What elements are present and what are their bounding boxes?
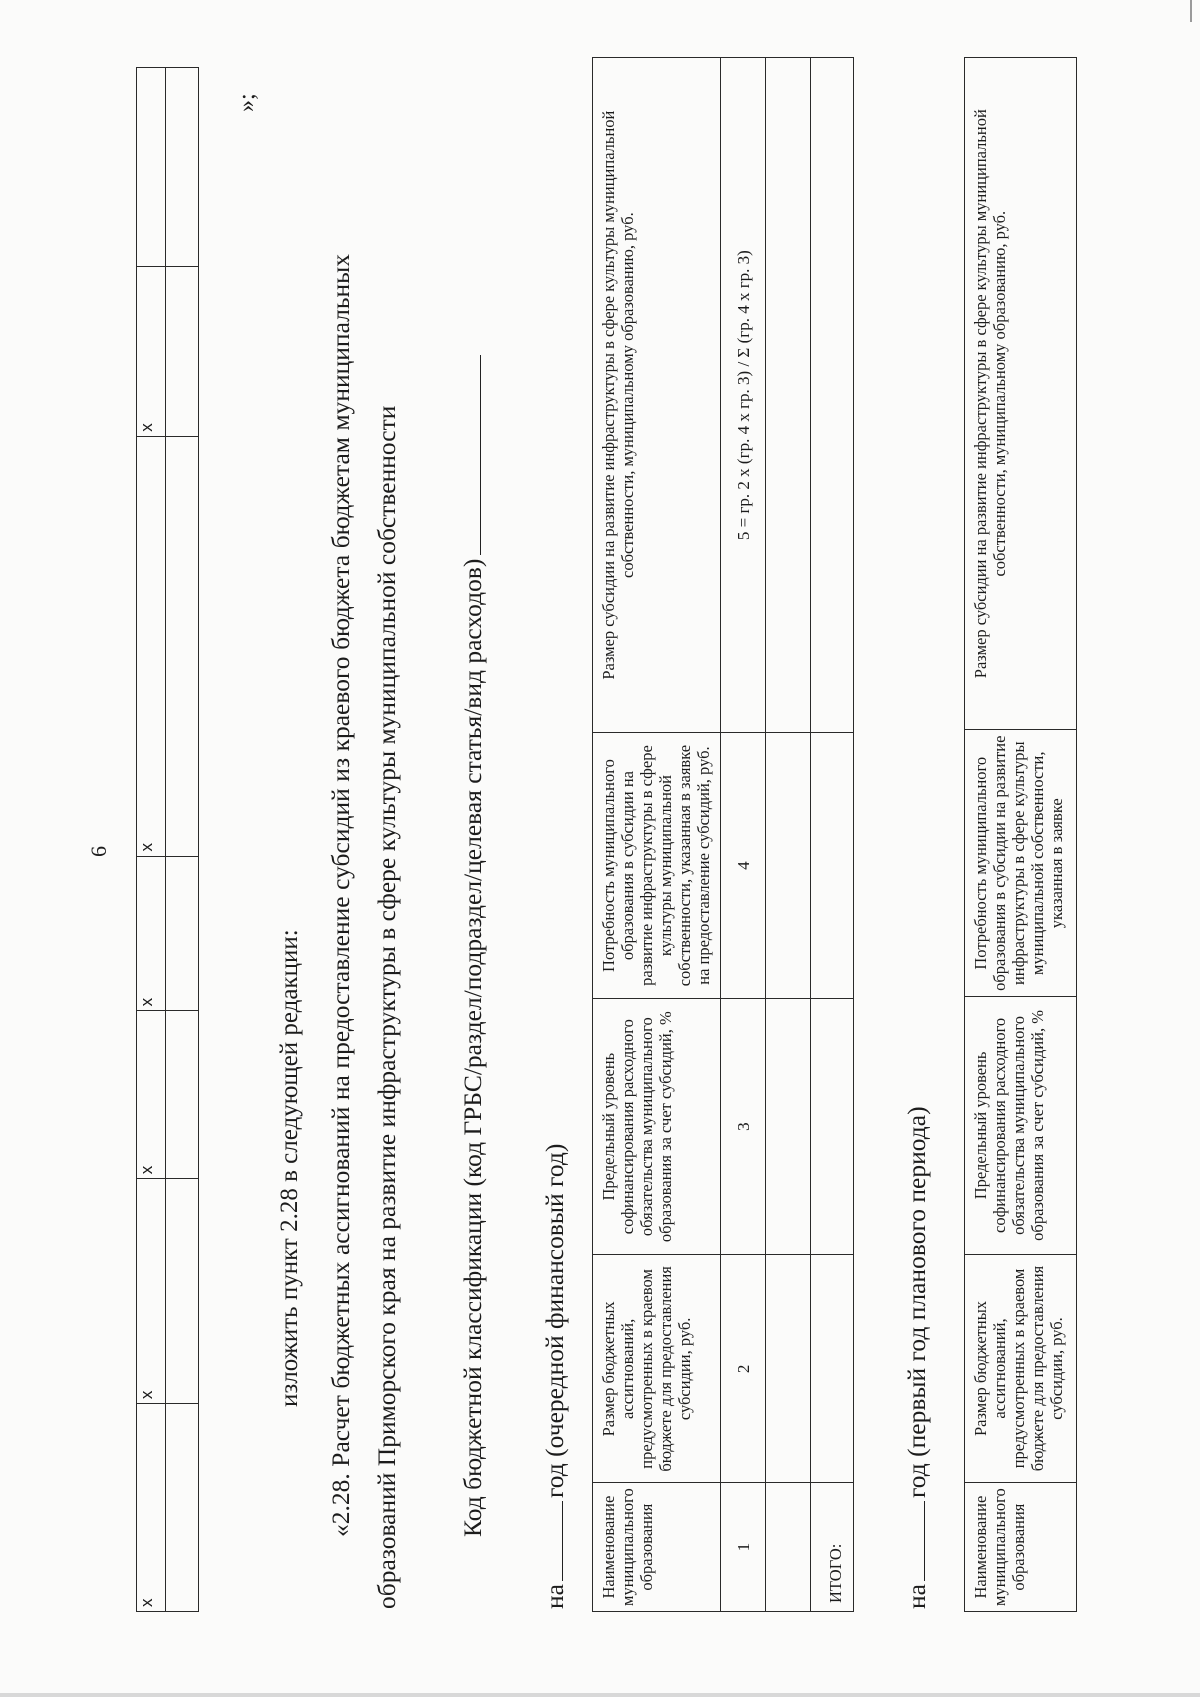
subsidy-table-current-year (592, 57, 854, 1612)
table1-prefix: на (540, 1584, 569, 1609)
column-number: 4 (721, 733, 766, 999)
table-cell (766, 998, 811, 1255)
table2-period-heading (902, 1106, 932, 1609)
table-cell: x (137, 1011, 166, 1179)
table-cell: x (137, 856, 166, 1011)
page-number: 6 (86, 846, 111, 857)
table1-period: год (очередной финансовый год) (540, 1143, 569, 1499)
header-subsidy-need: Потребность муниципального образования в субсидии на развитие инфраструктуры в сфере культуры муниципальной собственности, указанная в заявке (965, 730, 1077, 997)
header-subsidy-amount: Размер субсидии на развитие инфраструктуры в сфере культуры муниципальной собственности, муниципальному образованию, руб. (593, 58, 721, 733)
column-number: 2 (721, 1255, 766, 1483)
table-cell (166, 266, 199, 436)
table-cell (166, 1404, 199, 1612)
table-cell (811, 998, 854, 1255)
table-cell (811, 733, 854, 999)
table-cell: x (137, 266, 166, 436)
table-cell (166, 856, 199, 1011)
budget-classification-line (458, 355, 488, 1537)
header-subsidy-amount: Размер субсидии на развитие инфраструктуры в сфере культуры муниципальной собственности, муниципальному образованию, руб. (965, 58, 1077, 730)
header-municipality: Наименование муниципального образования (593, 1483, 721, 1612)
table-cell (766, 1483, 811, 1612)
column-number: 1 (721, 1483, 766, 1612)
table-cell (766, 733, 811, 999)
table-cell (166, 436, 199, 856)
header-subsidy-need: Потребность муниципального образования в субсидии на развитие инфраструктуры в сфере культуры муниципальной собственности, указанная в заявке на предоставление субсидий, руб. (593, 733, 721, 999)
table-cell (137, 68, 166, 267)
header-cofinancing-level: Предельный уровень софинансирования расходного обязательства муниципального образования за счет субсидий, % (593, 998, 721, 1255)
table-cell (811, 1255, 854, 1483)
table1-period-heading (540, 1144, 570, 1609)
closing-quote: »; (234, 93, 260, 112)
amendment-instruction: изложить пункт 2.28 в следующей редакции: (276, 929, 303, 1407)
table-cell (766, 1255, 811, 1483)
table-cell (166, 68, 199, 267)
column-number-formula: 5 = гр. 2 x (гр. 4 x гр. 3) / Σ (гр. 4 x гр. 3) (721, 58, 766, 733)
table-cell: x (137, 436, 166, 856)
fill-in-line (479, 355, 481, 555)
previous-table-fragment (136, 67, 199, 1612)
clause-2-28-text: «2.28. Расчет бюджетных ассигнований на предоставление субсидий из краевого бюджета бюджетам муниципальных образований Приморского края на развитие инфраструктуры в сфере культуры муниципальной собственности (326, 254, 401, 1609)
total-label: ИТОГО: (811, 1483, 854, 1612)
table-cell: x (137, 1179, 166, 1404)
year-blank (923, 1501, 925, 1581)
subsidy-table-first-planning-year (964, 57, 1077, 1612)
header-budget-allocations: Размер бюджетных ассигнований, предусмотренных в краевом бюджете для предоставления субсидии, руб. (593, 1255, 721, 1483)
header-municipality: Наименование муниципального образования (965, 1483, 1077, 1612)
table-cell (166, 1011, 199, 1179)
table-cell (166, 1179, 199, 1404)
table2-prefix: на (902, 1584, 931, 1609)
year-blank (561, 1501, 563, 1581)
table-cell (811, 58, 854, 733)
header-budget-allocations: Размер бюджетных ассигнований, предусмотренных в краевом бюджете для предоставления субсидии, руб. (965, 1254, 1077, 1483)
table-cell (766, 58, 811, 733)
header-cofinancing-level: Предельный уровень софинансирования расходного обязательства муниципального образования за счет субсидий, % (965, 997, 1077, 1255)
table2-period: год (первый год планового периода) (902, 1106, 931, 1499)
classification-label: Код бюджетной классификации (код ГРБС/раздел/подраздел/целевая статья/вид расходов) (458, 558, 487, 1537)
column-number: 3 (721, 998, 766, 1255)
table-cell: x (137, 1404, 166, 1612)
